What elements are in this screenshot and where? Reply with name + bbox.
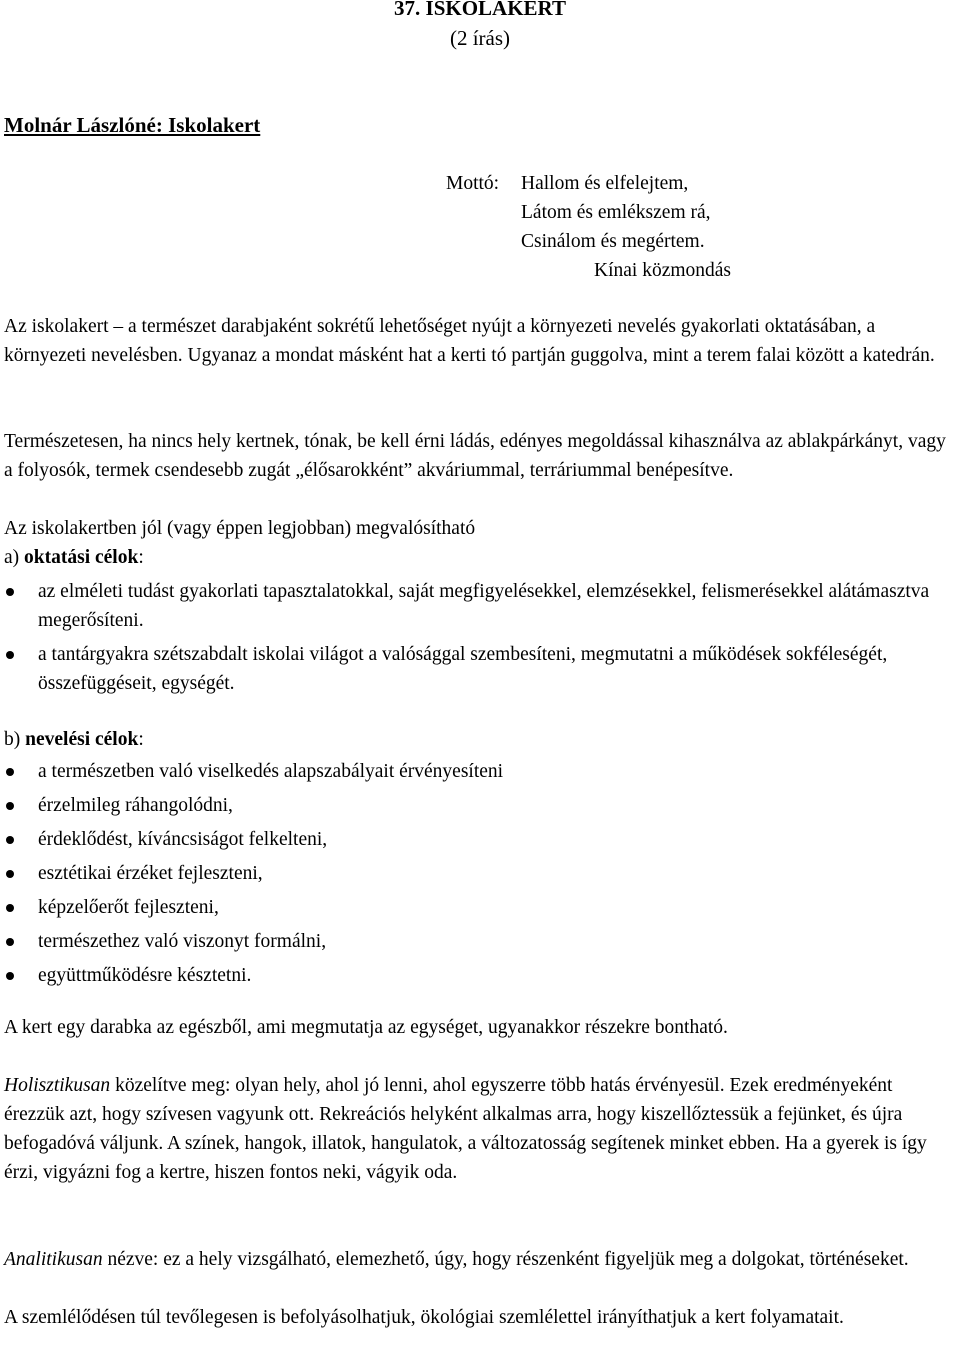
motto-line-3: Csinálom és megértem. <box>521 231 705 252</box>
analytic-text: nézve: ez a hely vizsgálható, elemezhető, úgy, hogy részenként figyeljük meg a dolgokat, történéseket. <box>102 1249 909 1270</box>
section-b-prefix: b) <box>4 729 26 750</box>
list-item <box>4 961 956 990</box>
bullet-icon <box>6 972 14 980</box>
bullet-icon <box>6 938 14 946</box>
bullet-icon <box>6 588 14 596</box>
bullet-icon <box>6 802 14 810</box>
paragraph-goals-intro: Az iskolakertben jól (vagy éppen legjobban) megvalósítható <box>4 518 476 539</box>
section-b-heading <box>4 725 956 754</box>
section-a-title: oktatási célok <box>24 547 139 568</box>
article-title: Molnár Lászlóné: Iskolakert <box>4 113 261 137</box>
paragraph-analytic <box>4 1245 956 1274</box>
list-item-text: a természetben való viselkedés alapszabályait érvényesíteni <box>38 761 504 782</box>
section-b-title: nevelési célok <box>25 729 139 750</box>
motto-source: Kínai közmondás <box>594 260 732 281</box>
list-item-text: természethez való viszonyt formálni, <box>38 931 327 952</box>
paragraph-holistic <box>4 1071 956 1187</box>
list-item-text: a tantárgyakra szétszabdalt iskolai világot a valósággal szembesíteni, megmutatni a működések sokféleségét, összefüggéseit, egységét. <box>38 644 888 694</box>
list-item <box>4 927 956 956</box>
list-item-text: képzelőerőt fejleszteni, <box>38 897 219 918</box>
section-b-suffix: : <box>138 729 144 750</box>
paragraph-alternatives: Természetesen, ha nincs hely kertnek, tónak, be kell érni ládás, edényes megoldással kihasználva az ablakpárkányt, vagy a folyosók, termek csendesebb zugát „élősarokként” akváriummal, terráriummal benépesítve. <box>4 431 946 481</box>
list-item <box>4 577 956 635</box>
bullet-icon <box>6 836 14 844</box>
motto-line-2: Látom és emlékszem rá, <box>521 202 711 223</box>
section-a-list <box>4 577 956 698</box>
list-item-text: az elméleti tudást gyakorlati tapasztalatokkal, saját megfigyelésekkel, elemzésekkel, felismerésekkel alátámasztva megerősíteni. <box>38 581 930 631</box>
list-item <box>4 640 956 698</box>
list-item-text: együttműködésre késztetni. <box>38 965 252 986</box>
list-item <box>4 825 956 854</box>
holistic-text: közelítve meg: olyan hely, ahol jó lenni, ahol egyszerre több hatás érvényesül. Ezek eredményeként érezzük azt, hogy szívesen vagyunk ott. Rekreációs helyként alkalmas arra, hogy kiszellőztessük a fejünket, és újra befogadóvá váljunk. A színek, hangok, illatok, hangulatok, a változatosság segítenek minket ebben. Ha a gyerek is így érzi, vigyázni fog a kertre, hiszen fontos neki, vágyik oda. <box>4 1075 927 1183</box>
paragraph-intro: Az iskolakert – a természet darabjaként sokrétű lehetőséget nyújt a környezeti nevelés gyakorlati oktatásában, a környezeti nevelésben. Ugyanaz a mondat másként hat a kerti tó partján guggolva, mint a terem falai között a katedrán. <box>4 316 935 366</box>
section-a-suffix: : <box>138 547 144 568</box>
holistic-term: Holisztikusan <box>4 1075 111 1096</box>
list-item-text: érdeklődést, kíváncsiságot felkelteni, <box>38 829 328 850</box>
paragraph-ecological: A szemlélődésen túl tevőlegesen is befolyásolhatjuk, ökológiai szemlélettel irányíthatjuk a kert folyamatait. <box>4 1307 844 1328</box>
page-subtitle: (2 írás) <box>449 26 511 50</box>
motto-line-1: Hallom és elfelejtem, <box>521 173 689 194</box>
bullet-icon <box>6 768 14 776</box>
section-b-list <box>4 757 956 990</box>
paragraph-unity: A kert egy darabka az egészből, ami megmutatja az egységet, ugyanakkor részekre bontható. <box>4 1017 728 1038</box>
bullet-icon <box>6 651 14 659</box>
bullet-icon <box>6 870 14 878</box>
section-a-heading <box>4 543 956 572</box>
section-a-prefix: a) <box>4 547 25 568</box>
list-item <box>4 791 956 820</box>
list-item <box>4 859 956 888</box>
list-item-text: érzelmileg ráhangolódni, <box>38 795 233 816</box>
list-item <box>4 757 956 786</box>
page-title: 37. ISKOLAKERT <box>394 0 566 20</box>
list-item-text: esztétikai érzéket fejleszteni, <box>38 863 263 884</box>
list-item <box>4 893 956 922</box>
bullet-icon <box>6 904 14 912</box>
analytic-term: Analitikusan <box>4 1249 103 1270</box>
motto-label: Mottó: <box>446 173 500 194</box>
